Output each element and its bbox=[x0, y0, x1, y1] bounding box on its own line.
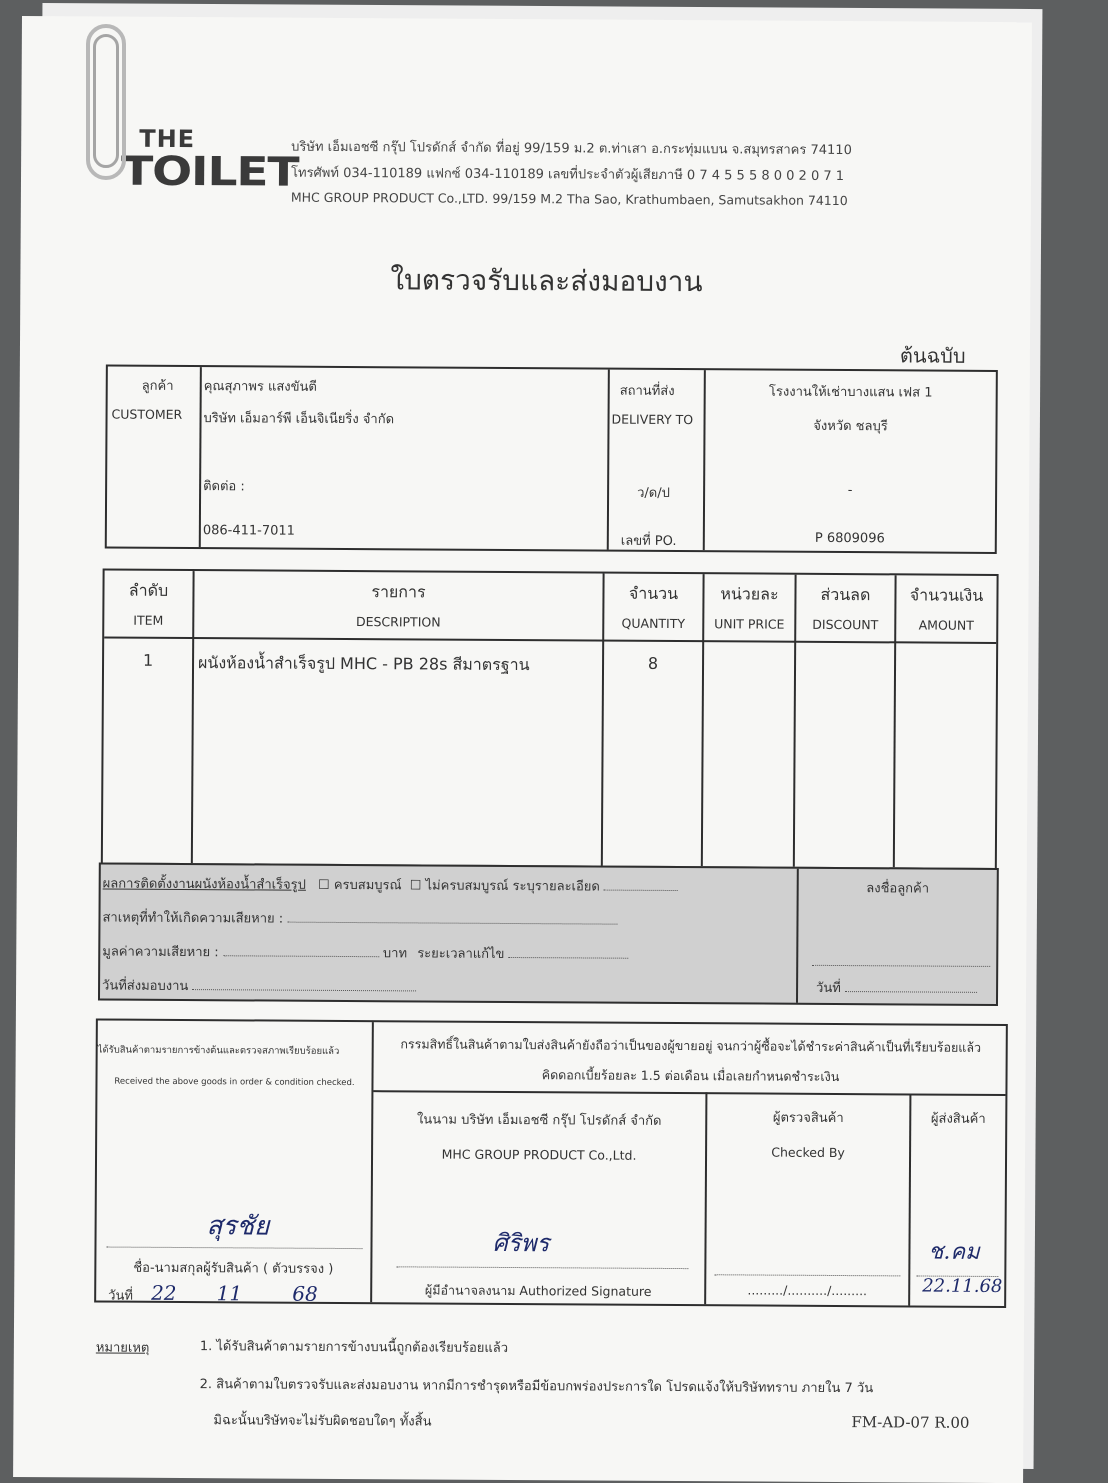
document-title: ใบตรวจรับและส่งมอบงาน bbox=[390, 263, 703, 299]
header-quantity-th: จำนวน bbox=[628, 583, 679, 604]
damage-value-label: มูลค่าความเสียหาย : bbox=[102, 944, 219, 961]
receiver-date-day: 22 bbox=[151, 1280, 177, 1305]
note-1: 1. ได้รับสินค้าตามรายการข้างบนนี้ถูกต้องเรียบร้อยแล้ว bbox=[199, 1339, 509, 1356]
checkbox-incomplete[interactable]: ☐ bbox=[409, 878, 422, 894]
header-quantity-en: QUANTITY bbox=[621, 615, 686, 632]
receiver-date-label: วันที่ bbox=[108, 1288, 133, 1304]
ownership-clause-line1: กรรมสิทธิ์ในสินค้าตามใบส่งสินค้ายังถือว่าเป็นของผู้ขายอยู่ จนกว่าผู้ซื้อจะได้ชำระค่าสินค้าเป็นที่เรียบร้อยแล้ว bbox=[400, 1036, 982, 1055]
items-table bbox=[101, 569, 999, 870]
delivery-label-th: สถานที่ส่ง bbox=[619, 383, 675, 399]
signature-section bbox=[94, 1018, 1008, 1308]
installation-result-row bbox=[103, 873, 678, 898]
note-2: 2. สินค้าตามใบตรวจรับและส่งมอบงาน หากมีการชำรุดหรือมีข้อบกพร่องประการใด โปรดแจ้งให้บริษัททราบ ภายใน 7 วัน bbox=[199, 1377, 874, 1397]
sender-signature: ช.คม bbox=[928, 1239, 980, 1265]
po-number: P 6809096 bbox=[814, 530, 885, 547]
customer-label-th: ลูกค้า bbox=[141, 378, 174, 394]
form-code: FM-AD-07 R.00 bbox=[851, 1413, 970, 1432]
company-address-en: MHC GROUP PRODUCT Co.,LTD. 99/159 M.2 Tha Sao, Krathumbaen, Samutsakhon 74110 bbox=[290, 189, 848, 209]
header-unit-price-en: UNIT PRICE bbox=[714, 616, 785, 632]
receiver-date-row bbox=[108, 1281, 318, 1307]
header-discount-th: ส่วนลด bbox=[820, 584, 871, 605]
paperclip-inner-icon bbox=[93, 34, 119, 168]
option-complete-label: ครบสมบูรณ์ bbox=[333, 877, 402, 894]
checkbox-complete[interactable]: ☐ bbox=[318, 877, 330, 893]
customer-sign-date-label: วันที่ bbox=[816, 980, 841, 997]
handover-date-field[interactable] bbox=[192, 989, 416, 991]
receiver-signature-line[interactable] bbox=[106, 1247, 362, 1250]
fix-period-label: ระยะเวลาแก้ไข bbox=[417, 946, 505, 962]
checker-date: ........./........../......... bbox=[747, 1282, 868, 1299]
company-address-th: บริษัท เอ็มเอชซี กรุ๊ป โปรดักส์ จำกัด ที่อยู่ 99/159 ม.2 ต.ท่าเสา อ.กระทุ่มแบน จ.สมุทรสาคร 74110 bbox=[291, 139, 852, 159]
delivery-label-en: DELIVERY TO bbox=[611, 411, 694, 428]
customer-company: บริษัท เอ็มอาร์พี เอ็นจิเนียริ่ง จำกัด bbox=[203, 411, 395, 428]
header-item-th: ลำดับ bbox=[128, 580, 169, 600]
delivery-place-line1: โรงงานให้เช่าบางแสน เฟส 1 bbox=[768, 384, 933, 401]
authorized-signature-line[interactable] bbox=[396, 1266, 688, 1269]
customer-sign-line[interactable] bbox=[812, 951, 990, 971]
checker-signature-line[interactable] bbox=[714, 1274, 900, 1276]
row-item: 1 bbox=[142, 650, 154, 670]
cause-row bbox=[102, 907, 617, 931]
row-quantity: 8 bbox=[647, 653, 659, 673]
receiver-date-month: 11 bbox=[216, 1281, 243, 1306]
handover-row bbox=[102, 975, 416, 998]
sender-date: 22.11.68 bbox=[922, 1275, 1003, 1298]
damage-value-field[interactable] bbox=[223, 955, 379, 957]
header-description-th: รายการ bbox=[371, 582, 426, 602]
cause-field[interactable] bbox=[287, 922, 617, 925]
receiver-name-label: ชื่อ-นามสกุลผู้รับสินค้า ( ตัวบรรจง ) bbox=[133, 1260, 334, 1277]
customer-phone: 086-411-7011 bbox=[202, 523, 295, 539]
logo-line1: THE bbox=[139, 124, 196, 154]
note-3: มิฉะนั้นบริษัทจะไม่รับผิดชอบใดๆ ทั้งสิ้น bbox=[213, 1413, 432, 1430]
company-name-en: MHC GROUP PRODUCT Co.,Ltd. bbox=[441, 1146, 637, 1163]
company-contact: โทรศัพท์ 034-110189 แฟกซ์ 034-110189 เลขที่ประจำตัวผู้เสียภาษี 0 7 4 5 5 5 8 0 0 2 0 7 1 bbox=[290, 165, 845, 185]
option-incomplete-label: ไม่ครบสมบูรณ์ ระบุรายละเอียด bbox=[425, 878, 600, 895]
checker-label-en: Checked By bbox=[771, 1144, 845, 1161]
authorized-signature: ศิริพร bbox=[492, 1228, 550, 1258]
document-sheet bbox=[13, 16, 1032, 1483]
delivery-date-value: - bbox=[847, 483, 853, 499]
customer-name: คุณสุภาพร แสงขันตี bbox=[203, 379, 317, 395]
notes-label: หมายเหตุ bbox=[95, 1340, 150, 1356]
header-unit-price-th: หน่วยละ bbox=[720, 584, 779, 604]
damage-row bbox=[102, 941, 628, 965]
po-label: เลขที่ PO. bbox=[620, 533, 677, 550]
delivery-place-line2: จังหวัด ชลบุรี bbox=[813, 418, 888, 435]
sender-label: ผู้ส่งสินค้า bbox=[930, 1111, 986, 1127]
ownership-clause-line2: คิดดอกเบี้ยร้อยละ 1.5 ต่อเดือน เมื่อเลยกำหนดชำระเงิน bbox=[541, 1067, 840, 1085]
received-text-th: ได้รับสินค้าตามรายการข้างต้นและตรวจสภาพเรียบร้อยแล้ว bbox=[97, 1044, 340, 1057]
cause-label: สาเหตุที่ทำให้เกิดความเสียหาย : bbox=[102, 910, 284, 927]
header-discount-en: DISCOUNT bbox=[812, 616, 879, 633]
fix-period-field[interactable] bbox=[509, 957, 629, 959]
header-item-en: ITEM bbox=[133, 612, 164, 628]
header-amount-en: AMOUNT bbox=[918, 617, 974, 633]
customer-delivery-box bbox=[105, 365, 998, 554]
customer-label-en: CUSTOMER bbox=[111, 406, 183, 422]
contact-label: ติดต่อ : bbox=[203, 479, 245, 495]
customer-sign-label: ลงชื่อลูกค้า bbox=[866, 881, 930, 897]
table-row bbox=[104, 651, 996, 676]
checker-label-th: ผู้ตรวจสินค้า bbox=[772, 1110, 844, 1127]
baht-label: บาท bbox=[382, 946, 408, 962]
row-description: ผนังห้องน้ำสำเร็จรูป MHC - PB 28s สีมาตรฐาน bbox=[197, 653, 530, 675]
authorized-label: ผู้มีอำนาจลงนาม Authorized Signature bbox=[424, 1282, 652, 1299]
customer-sign-date-row bbox=[816, 977, 977, 999]
copy-label: ต้นฉบับ bbox=[899, 343, 966, 368]
installation-result-label: ผลการติดตั้งงานผนังห้องน้ำสำเร็จรูป bbox=[102, 876, 306, 893]
handover-date-label: วันที่ส่งมอบงาน bbox=[102, 978, 189, 995]
installation-section bbox=[98, 862, 999, 1005]
receiver-date-year: 68 bbox=[292, 1281, 318, 1306]
received-text-en: Received the above goods in order & condition checked. bbox=[114, 1076, 355, 1089]
customer-sign-date-field[interactable] bbox=[845, 991, 977, 993]
incomplete-detail-field[interactable] bbox=[604, 890, 678, 891]
header-description-en: DESCRIPTION bbox=[355, 614, 441, 630]
header-amount-th: จำนวนเงิน bbox=[909, 585, 984, 605]
date-label: ว/ด/ป bbox=[637, 485, 670, 501]
logo-line2: TOILET bbox=[120, 148, 299, 196]
company-name-th: ในนาม บริษัท เอ็มเอชซี กรุ๊ป โปรดักส์ จำกัด bbox=[416, 1112, 662, 1129]
receiver-signature: สุรชัย bbox=[206, 1211, 270, 1242]
